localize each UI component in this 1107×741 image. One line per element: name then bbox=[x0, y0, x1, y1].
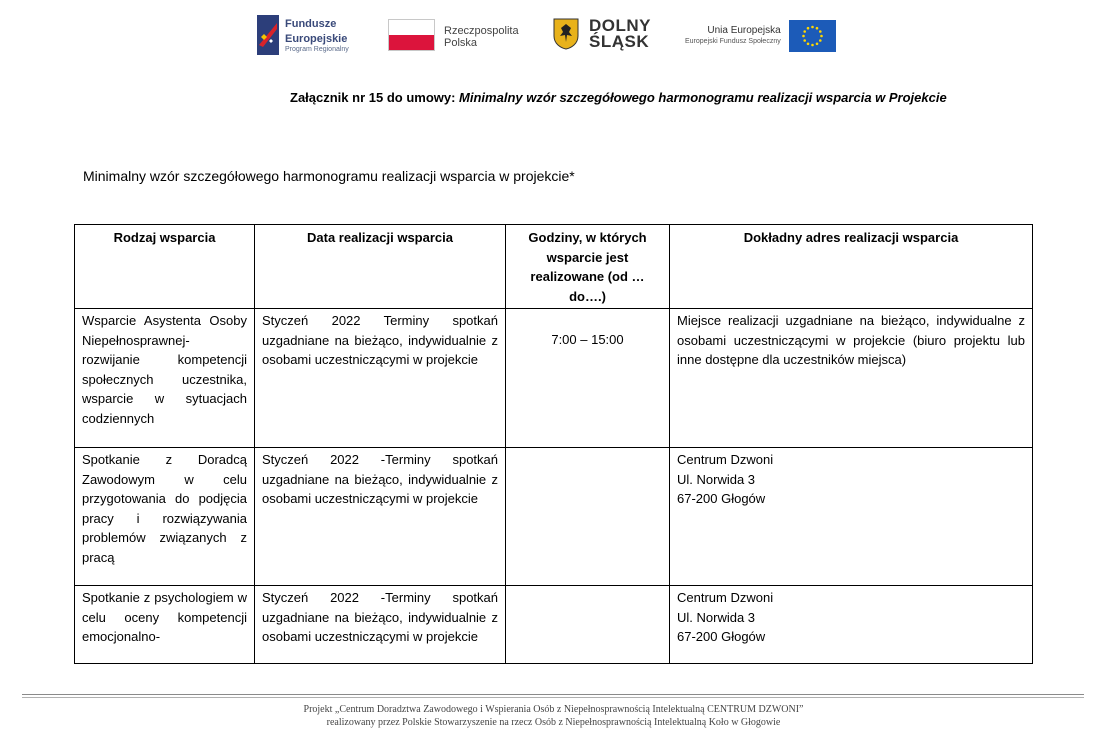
footer-divider-secondary bbox=[22, 697, 1084, 698]
cell-support-date: Styczeń 2022 -Terminy spotkań uzgadniane na bieżąco, indywidualnie z osobami uczestniczącymi w projekcie bbox=[255, 448, 506, 586]
cell-support-date-text: Styczeń 2022 -Terminy spotkań uzgadniane na bieżąco, indywidualnie z osobami uczestniczącymi w projekcie bbox=[262, 590, 498, 644]
cell-support-hours bbox=[506, 586, 670, 664]
cell-support-date bbox=[255, 586, 506, 664]
fundusze-europejskie-star-icon bbox=[257, 15, 279, 55]
ds-line2: ŚLĄSK bbox=[589, 32, 650, 51]
attachment-italic-title: Minimalny wzór szczegółowego harmonogramu realizacji wsparcia w Projekcie bbox=[459, 90, 947, 105]
cell-support-address: Centrum Dzwoni Ul. Norwida 3 67-200 Głogów bbox=[670, 586, 1033, 664]
rp-line2: Polska bbox=[444, 37, 478, 49]
footer-line2: realizowany przez Polskie Stowarzyszenie na rzecz Osób z Niepełnosprawnością Intelektualną Koło w Głogowie bbox=[326, 717, 781, 728]
cell-support-date: Styczeń 2022 Terminy spotkań uzgadniane na bieżąco, indywidualnie z osobami uczestniczącymi w projekcie bbox=[255, 309, 506, 448]
ue-name: Unia Europejska bbox=[707, 25, 781, 36]
column-header-date: Data realizacji wsparcia bbox=[255, 225, 506, 309]
column-header-address: Dokładny adres realizacji wsparcia bbox=[670, 225, 1033, 309]
cell-support-type: Spotkanie z Doradcą Zawodowym w celu przygotowania do podjęcia pracy i rozwiązywania problemów związanych z pracą bbox=[75, 448, 255, 586]
cell-support-type-text: Spotkanie z psychologiem w celu oceny kompetencji emocjonalno- bbox=[82, 590, 247, 644]
cell-support-address: Miejsce realizacji uzgadniane na bieżąco, indywidualne z osobami uczestniczącymi w projekcie (biuro projektu lub inne dostępne dla uczestników miejsca) bbox=[670, 309, 1033, 448]
ds-line1: DOLNY bbox=[589, 16, 651, 35]
cell-support-hours bbox=[506, 448, 670, 586]
document-subtitle: Minimalny wzór szczegółowego harmonogramu realizacji wsparcia w projekcie* bbox=[83, 168, 575, 184]
cell-support-hours: 7:00 – 15:00 bbox=[506, 309, 670, 448]
cell-support-type: Wsparcie Asystenta Osoby Niepełnosprawnej- rozwijanie kompetencji społecznych uczestnika, wsparcie w sytuacjach codziennych bbox=[75, 309, 255, 448]
polish-flag-icon bbox=[388, 19, 435, 51]
footer-line1: Projekt „Centrum Doradztwa Zawodowego i Wspierania Osób z Niepełnosprawnością Intelektualną CENTRUM DZWONI” bbox=[303, 704, 804, 715]
column-header-hours: Godziny, w których wsparcie jest realizowane (od … do….) bbox=[506, 225, 670, 309]
unia-europejska-logo bbox=[685, 20, 836, 52]
attachment-title bbox=[290, 90, 947, 105]
column-header-type: Rodzaj wsparcia bbox=[75, 225, 255, 309]
fe-name-line1: Fundusze bbox=[285, 18, 337, 30]
ue-subtitle: Europejski Fundusz Społeczny bbox=[685, 38, 781, 45]
cell-support-address: Centrum Dzwoni Ul. Norwida 3 67-200 Głogów bbox=[670, 448, 1033, 586]
attachment-prefix: Załącznik nr 15 do umowy: bbox=[290, 90, 460, 105]
page-footer bbox=[0, 703, 1107, 729]
fe-name-line2: Europejskie bbox=[285, 33, 348, 45]
footer-divider bbox=[22, 694, 1084, 695]
schedule-table bbox=[74, 224, 1033, 664]
fe-subtitle: Program Regionalny bbox=[285, 46, 349, 53]
rzeczpospolita-logo bbox=[388, 19, 519, 51]
fundusze-europejskie-logo bbox=[257, 15, 349, 55]
table-row bbox=[75, 586, 1033, 664]
eu-flag-icon bbox=[789, 20, 836, 52]
rp-line1: Rzeczpospolita bbox=[444, 25, 519, 37]
cell-support-type bbox=[75, 586, 255, 664]
dolny-slask-logo bbox=[553, 18, 651, 50]
table-header-row bbox=[75, 225, 1033, 309]
dolny-slask-shield-icon bbox=[553, 18, 579, 50]
table-row bbox=[75, 448, 1033, 586]
table-row bbox=[75, 309, 1033, 448]
